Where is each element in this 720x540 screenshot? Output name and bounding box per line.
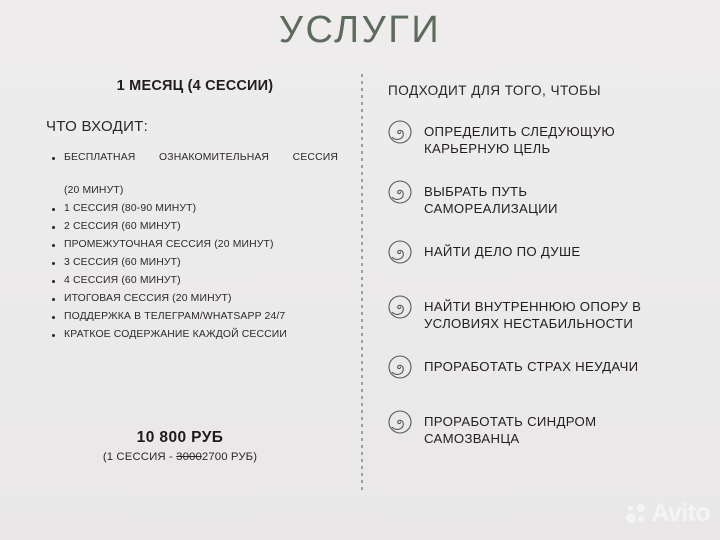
- benefit-line: САМОРЕАЛИЗАЦИИ: [424, 200, 558, 216]
- price-per-session: [30, 449, 330, 465]
- price-block: [30, 428, 330, 465]
- list-item: 3 СЕССИЯ (60 МИНУТ): [52, 255, 342, 272]
- spiral-icon: [388, 410, 412, 434]
- left-column: [30, 78, 348, 345]
- spiral-icon: [388, 180, 412, 204]
- benefit-text: [424, 182, 558, 217]
- benefits-heading: ПОДХОДИТ ДЛЯ ТОГО, ЧТОБЫ: [388, 83, 601, 98]
- benefit-item: [388, 297, 698, 332]
- list-item: ИТОГОВАЯ СЕССИЯ (20 МИНУТ): [52, 291, 342, 308]
- benefit-line: УСЛОВИЯХ НЕСТАБИЛЬНОСТИ: [424, 315, 634, 331]
- benefit-line: ВЫБРАТЬ ПУТЬ: [424, 184, 528, 199]
- included-list: [30, 150, 348, 344]
- list-item-line: БЕСПЛАТНАЯ ОЗНАКОМИТЕЛЬНАЯ СЕССИЯ: [64, 152, 338, 163]
- spiral-icon: [388, 355, 412, 379]
- price-old-value: 3000: [176, 451, 202, 463]
- list-item: [52, 150, 342, 200]
- benefit-text: [424, 122, 615, 157]
- benefit-line: ПРОРАБОТАТЬ СИНДРОМ: [424, 414, 597, 429]
- benefit-item: [388, 182, 698, 217]
- vertical-dotted-divider: [361, 74, 363, 492]
- avito-dots-logo-icon: [626, 503, 648, 525]
- page-title: УСЛУГИ: [278, 9, 442, 51]
- benefit-line: ПРОРАБОТАТЬ СТРАХ НЕУДАЧИ: [424, 359, 639, 374]
- list-item: ПОДДЕРЖКА В ТЕЛЕГРАМ/WHATSAPP 24/7: [52, 309, 342, 326]
- benefit-text: [424, 412, 596, 447]
- list-item-line: (20 МИНУТ): [64, 185, 124, 196]
- price-sub-prefix: (1 СЕССИЯ -: [102, 451, 177, 463]
- benefit-line: КАРЬЕРНУЮ ЦЕЛЬ: [424, 140, 551, 156]
- benefit-line: ОПРЕДЕЛИТЬ СЛЕДУЮЩУЮ: [424, 124, 615, 139]
- included-heading: ЧТО ВХОДИТ:: [46, 118, 149, 135]
- benefit-text: [424, 297, 641, 332]
- benefit-text: [424, 242, 580, 261]
- spiral-icon: [388, 120, 412, 144]
- benefit-text: [424, 357, 638, 376]
- list-item: 2 СЕССИЯ (60 МИНУТ): [52, 219, 342, 236]
- benefit-line: НАЙТИ ДЕЛО ПО ДУШЕ: [424, 244, 581, 259]
- benefit-item: [388, 122, 698, 157]
- benefit-item: [388, 412, 698, 447]
- avito-wordmark: Avito: [651, 499, 710, 527]
- benefits-list: [388, 122, 698, 447]
- right-column: [388, 82, 698, 472]
- price-total: 10 800 РУБ: [136, 429, 224, 446]
- benefit-line: НАЙТИ ВНУТРЕННЮЮ ОПОРУ В: [424, 299, 642, 314]
- price-new-value: 2700 РУБ): [201, 451, 258, 463]
- benefit-item: [388, 357, 698, 387]
- list-item: ПРОМЕЖУТОЧНАЯ СЕССИЯ (20 МИНУТ): [52, 237, 342, 254]
- list-item: КРАТКОЕ СОДЕРЖАНИЕ КАЖДОЙ СЕССИИ: [52, 327, 342, 344]
- benefit-line: САМОЗВАНЦА: [424, 430, 520, 446]
- list-item: 1 СЕССИЯ (80-90 МИНУТ): [52, 201, 342, 218]
- plan-title: 1 МЕСЯЦ (4 СЕССИИ): [116, 78, 274, 94]
- spiral-icon: [388, 240, 412, 264]
- benefit-item: [388, 242, 698, 272]
- avito-watermark: [626, 501, 710, 526]
- spiral-icon: [388, 295, 412, 319]
- list-item: 4 СЕССИЯ (60 МИНУТ): [52, 273, 342, 290]
